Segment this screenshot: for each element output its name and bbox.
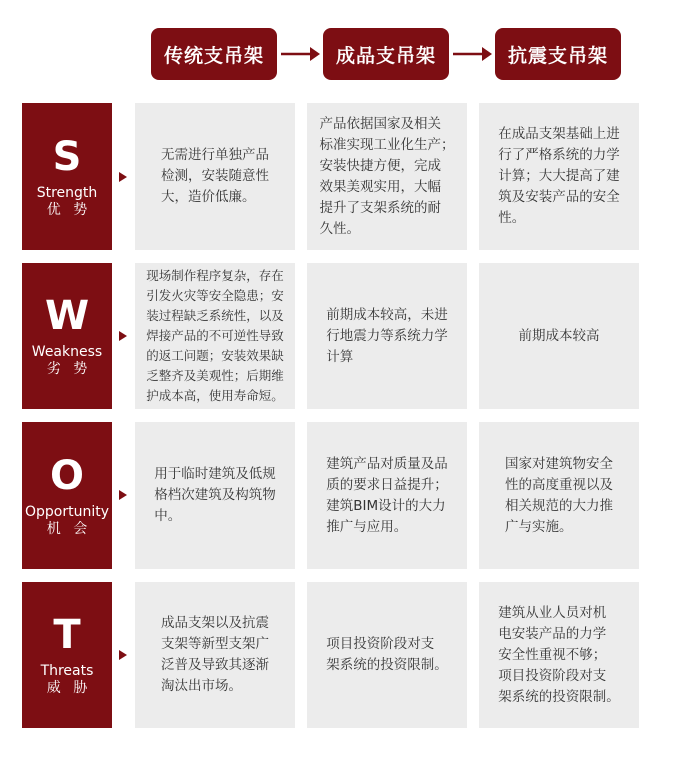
header-finished: 成品支吊架 [323, 28, 449, 80]
swot-english: Weakness [31, 344, 103, 360]
pointer-triangle-icon [119, 490, 127, 500]
cell-threats-traditional: 成品支架以及抗震 支架等新型支架广 泛普及导致其逐渐 淘汰出市场。 [135, 582, 295, 728]
swot-english: Strength [36, 184, 98, 201]
pointer-triangle-icon [119, 172, 127, 182]
swot-chinese: 机 会 [46, 520, 92, 537]
cell-weakness-traditional: 现场制作程序复杂，存在 引发火灾等安全隐患；安 装过程缺乏系统性，以及 焊接产品的不可逆性导致 的返工问题；安装效果缺 乏整齐及美观性；后期维 护成本高，使用寿命短。 [135, 263, 295, 409]
cell-weakness-seismic: 前期成本较高 [479, 263, 639, 409]
swot-chinese: 优 势 [46, 201, 92, 218]
arrow-right-icon [452, 44, 492, 64]
cell-strength-finished: 产品依据国家及相关 标准实现工业化生产； 安装快捷方便，完成 效果美观实用，大幅 提升了支架系统的耐 久性。 [307, 103, 467, 250]
cell-weakness-finished: 前期成本较高，未进 行地震力等系统力学 计算 [307, 263, 467, 409]
swot-label-opportunity [22, 422, 112, 569]
pointer-triangle-icon [119, 331, 127, 341]
swot-letter: S [52, 133, 82, 180]
swot-label-threats [22, 582, 112, 728]
swot-label-weakness [22, 263, 112, 409]
swot-english: Threats [40, 663, 94, 679]
swot-english: Opportunity [24, 503, 109, 520]
cell-strength-seismic: 在成品支架基础上进 行了严格系统的力学 计算；大大提高了建 筑及安装产品的安全 性。 [479, 103, 639, 250]
cell-threats-finished: 项目投资阶段对支 架系统的投资限制。 [307, 582, 467, 728]
cell-opportunity-finished: 建筑产品对质量及品 质的要求日益提升； 建筑BIM设计的大力 推广与应用。 [307, 422, 467, 569]
cell-opportunity-traditional: 用于临时建筑及低规 格档次建筑及构筑物 中。 [135, 422, 295, 569]
arrow-right-icon [280, 44, 320, 64]
swot-letter: W [44, 293, 90, 339]
swot-chinese: 威 胁 [46, 680, 92, 696]
cell-strength-traditional: 无需进行单独产品 检测，安装随意性 大，造价低廉。 [135, 103, 295, 250]
swot-chinese: 劣 势 [46, 361, 92, 377]
swot-letter: T [53, 612, 81, 658]
swot-letter: O [49, 452, 84, 499]
pointer-triangle-icon [119, 650, 127, 660]
cell-threats-seismic: 建筑从业人员对机 电安装产品的力学 安全性重视不够； 项目投资阶段对支 架系统的投资限制。 [479, 582, 639, 728]
header-seismic: 抗震支吊架 [495, 28, 621, 80]
header-traditional: 传统支吊架 [151, 28, 277, 80]
cell-opportunity-seismic: 国家对建筑物安全 性的高度重视以及 相关规范的大力推 广与实施。 [479, 422, 639, 569]
swot-label-strength [22, 103, 112, 250]
